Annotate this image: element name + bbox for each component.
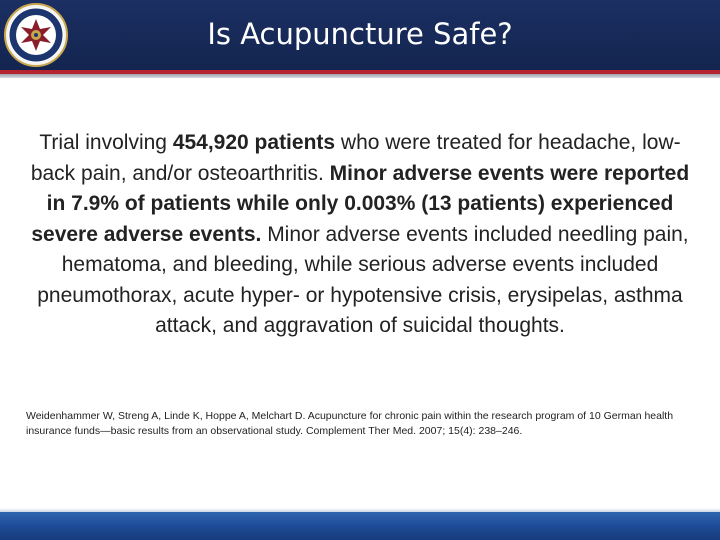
citation: Weidenhammer W, Streng A, Linde K, Hoppe A, Melchart D. Acupuncture for chronic pain within the research program of 10 German health insurance funds—basic results from an observational study. Complement Ther Med. 2007; 15(4): 238–246. [26,410,674,437]
bold-adverse-events-summary: Minor adverse events were reported in 7.9% of patients while only 0.003% (13 patients) experienced severe adverse events. [31,161,690,246]
text-segment: who were treated for headache, low-back pain, and/or osteoarthritis. [30,131,681,185]
main-text [30,128,690,342]
text-segment: Trial involving [39,131,173,154]
bold-patient-count: 454,920 patients [172,131,336,154]
header-banner [0,0,720,70]
va-department-seal-icon [4,3,68,67]
footer-bar [0,512,720,540]
text-segment: Minor adverse events included needling pain, hematoma, and bleeding, while serious adverse events included pneumothorax, acute hyper- or hypotensive crisis, erysipelas, asthma attack, and aggravation of suicidal thoughts. [37,222,689,337]
header-grey-stripe [0,74,720,78]
page-title: Is Acupuncture Safe? [207,17,513,51]
